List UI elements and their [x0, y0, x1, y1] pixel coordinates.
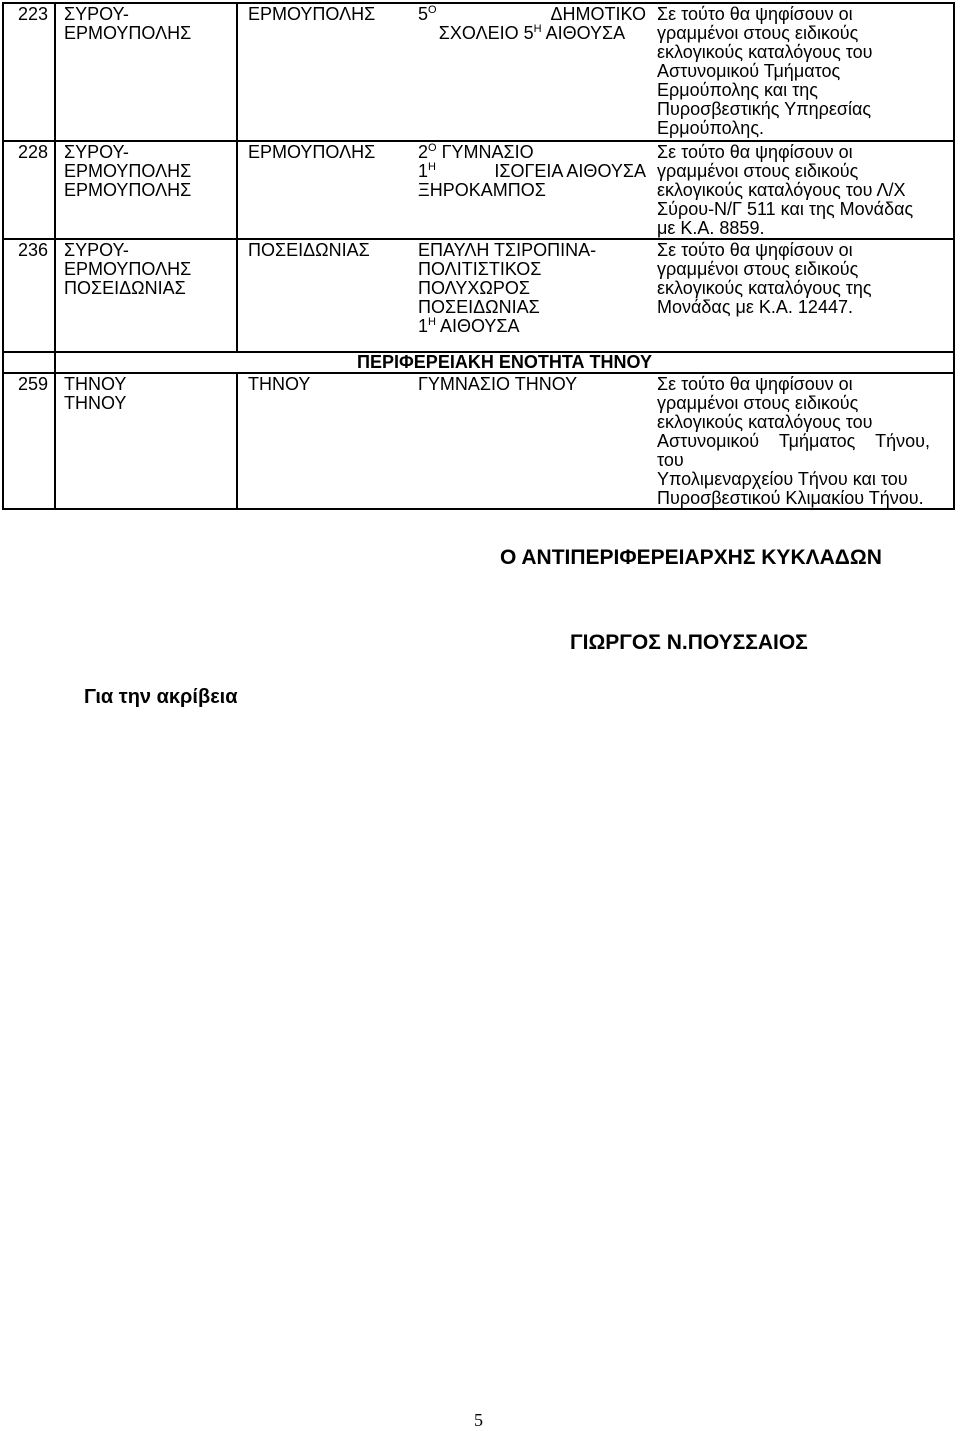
note-cell: Σε τούτο θα ψηφίσουν οι γραμμένοι στους ειδικούς εκλογικούς καταλόγους του Αστυνομικού Τμήματος Ερμούπολης και της Πυροσβεστικής Υπηρεσίας Ερμούπολης.	[657, 4, 873, 138]
place-cell: ΕΠΑΥΛΗ ΤΣΙΡΟΠΙΝΑ- ΠΟΛΙΤΙΣΤΙΚΟΣ ΠΟΛΥΧΩΡΟΣ ΠΟΣΕΙΔΩΝΙΑΣ $1^H$ ΑΙΘΟΥΣΑ	[418, 240, 597, 336]
municipality-cell: ΣΥΡΟΥ- ΕΡΜΟΥΠΟΛΗΣ ΠΟΣΕΙΔΩΝΙΑΣ	[55, 239, 237, 352]
unit-cell: ΕΡΜΟΥΠΟΛΗΣ	[248, 142, 376, 162]
note-cell: Σε τούτο θα ψηφίσουν οι γραμμένοι στους ειδικούς εκλογικούς καταλόγους του Λ/Χ Σύρου-Ν/Γ 511 και της Μονάδας με Κ.Α. 8859.	[657, 142, 914, 238]
row-number: 259	[3, 373, 55, 509]
region-head-title: Ο ΑΝΤΙΠΕΡΙΦΕΡΕΙΑΡΧΗΣ ΚΥΚΛΑΔΩΝ	[500, 546, 882, 569]
place-cell: $2^O$ ΓΥΜΝΑΣΙΟ $1^H$ ΙΣΟΓΕΙΑ ΑΙΘΟΥΣΑ ΞΗΡΟΚΑΜΠΟΣ	[418, 142, 646, 200]
station-details	[237, 373, 954, 509]
table-row	[3, 3, 954, 141]
municipality-cell: ΤΗΝΟΥ ΤΗΝΟΥ	[55, 373, 237, 509]
page-number: 5	[474, 1410, 483, 1430]
accuracy-note: Για την ακρίβεια	[84, 686, 238, 708]
section-title: ΠΕΡΙΦΕΡΕΙΑΚΗ ΕΝΟΤΗΤΑ ΤΗΝΟΥ	[55, 352, 954, 373]
note-cell: Σε τούτο θα ψηφίσουν οι γραμμένοι στους ειδικούς εκλογικούς καταλόγους της Μονάδας με Κ.Α. 12447.	[657, 240, 872, 317]
station-details	[237, 239, 954, 352]
municipality-cell: ΣΥΡΟΥ- ΕΡΜΟΥΠΟΛΗΣ ΕΡΜΟΥΠΟΛΗΣ	[55, 141, 237, 239]
table-row	[3, 239, 954, 352]
station-details	[237, 141, 954, 239]
unit-cell: ΤΗΝΟΥ	[248, 374, 311, 394]
section-header-row	[3, 352, 954, 373]
place-cell: $5^O$ ΔΗΜΟΤΙΚΟ ΣΧΟΛΕΙΟ $5^H$ ΑΙΘΟΥΣΑ	[418, 4, 646, 43]
row-number: 228	[3, 141, 55, 239]
note-cell: Σε τούτο θα ψηφίσουν οι γραμμένοι στους ειδικούς εκλογικούς καταλόγους του Αστυνομικού Τμήματος Τήνου, του Υπολιμεναρχείου Τήνου και του Πυροσβεστικού Κλιμακίου Τήνου.	[657, 374, 930, 508]
row-number: 236	[3, 239, 55, 352]
signer-name: ΓΙΩΡΓΟΣ Ν.ΠΟΥΣΣΑΙΟΣ	[570, 631, 808, 654]
unit-cell: ΕΡΜΟΥΠΟΛΗΣ	[248, 4, 376, 24]
unit-cell: ΠΟΣΕΙΔΩΝΙΑΣ	[248, 240, 370, 260]
place-cell: ΓΥΜΝΑΣΙΟ ΤΗΝΟΥ	[418, 374, 578, 394]
station-details	[237, 3, 954, 141]
table-row	[3, 373, 954, 509]
polling-stations-table	[2, 2, 955, 510]
municipality-cell: ΣΥΡΟΥ- ΕΡΜΟΥΠΟΛΗΣ	[55, 3, 237, 141]
row-number: 223	[3, 3, 55, 141]
table-row	[3, 141, 954, 239]
